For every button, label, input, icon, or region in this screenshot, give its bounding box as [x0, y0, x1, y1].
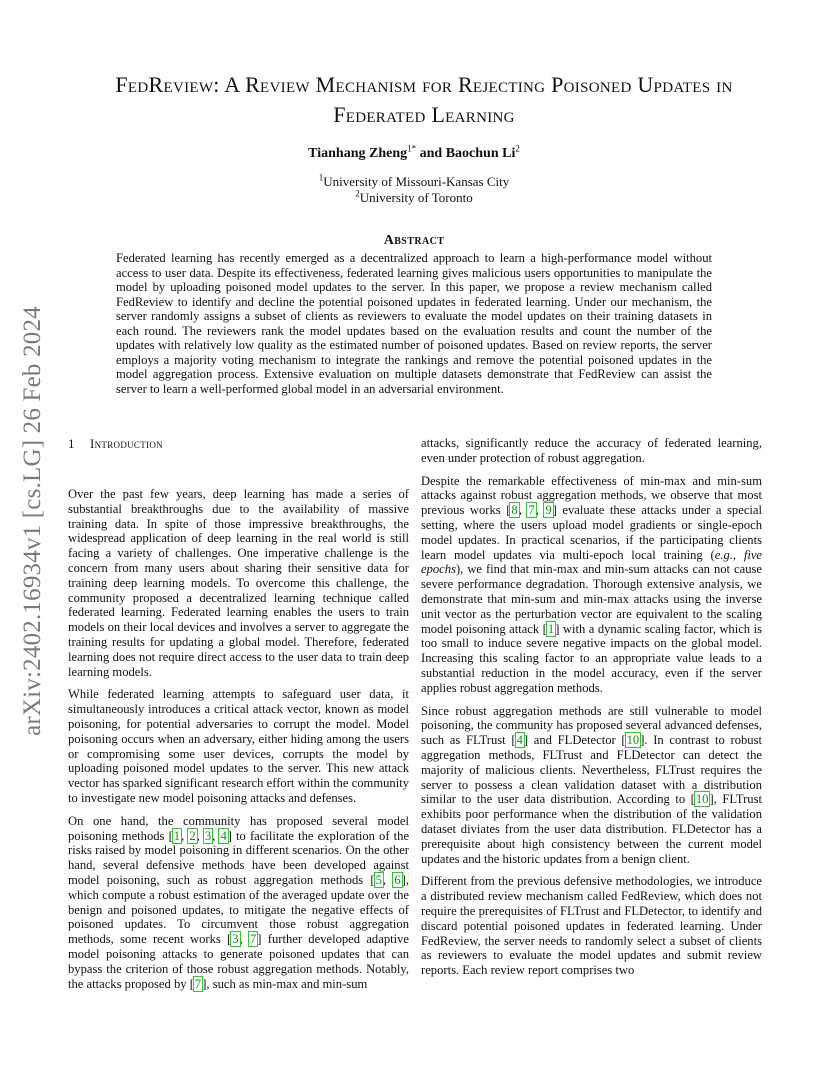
affil-marker: 1 — [318, 172, 324, 183]
title-line-1: FedReview: A Review Mechanism for Rejecting Poisoned Updates in — [115, 72, 733, 97]
text-run: , — [518, 503, 528, 518]
paragraph — [421, 474, 762, 696]
citation-link[interactable]: 6 — [394, 872, 401, 887]
text-run: ] to facilitate the exploration of the risks raised by model poisoning in different scenarios. On the other hand, several defensive methods have been developed against model poisoning, such as robust aggregation methods [ — [68, 828, 410, 887]
citation-link[interactable]: 4 — [516, 733, 523, 748]
citation-link[interactable]: 7 — [528, 503, 535, 518]
author-affil-marker: 2 — [515, 143, 520, 154]
citation-link[interactable]: 10 — [695, 792, 709, 807]
author-name: Baochun Li — [445, 146, 516, 161]
text-run: ] and FLDetector [ — [523, 733, 626, 748]
text-run: Since robust aggregation methods are still vulnerable to model poisoning, the community has proposed several advanced defenses, such as FLTrust [ — [421, 703, 762, 748]
citation-link[interactable]: 1 — [173, 828, 181, 843]
right-column — [421, 436, 762, 986]
text-run: , — [535, 503, 545, 518]
citation-link[interactable]: 10 — [626, 733, 640, 748]
text-run: ], FLTrust exhibits poor performance when the distribution of the validation dataset diviates from the user data distribution. FLDetector has a prerequisite about high consistency between the current model updates and the historic updates from a benign client. — [421, 792, 763, 866]
affil-marker: 2 — [355, 188, 360, 199]
citation-link[interactable]: 1 — [547, 621, 555, 636]
paragraph — [421, 704, 762, 867]
text-run: ], which compute a robust estimation of the averaged update over the benign and poisoned updates, to mitigate the negative effects of poisoned updates. To circumvent those robust aggregation methods, some recent works [ — [68, 872, 409, 947]
citation-link[interactable]: 8 — [511, 503, 518, 518]
text-run: ] further developed adaptive model poisoning attacks to generate poisoned updates that can bypass the criterion of those robust aggregation methods. Notably, the attacks proposed by [ — [68, 932, 409, 991]
citation-link[interactable]: 3 — [232, 932, 239, 947]
paragraph: Different from the previous defensive methodologies, we introduce a distributed review mechanism called FedReview, which does not require the prerequisites of FLTrust and FLDetector, to identify and discard potential poisoned updates in federated learning. Under FedReview, the server needs to randomly select a subset of clients as reviewers to evaluate the model updates and submit review reports. Each review report comprises two — [421, 874, 762, 978]
citation-link[interactable]: 7 — [194, 976, 202, 991]
citation-link[interactable]: 2 — [189, 828, 196, 843]
paragraph: Over the past few years, deep learning has made a series of substantial breakthroughs due to the availability of massive training data. In spite of those impressive breakthroughs, the widespread application of deep learning in the real world is still facing a variety of challenges. One imperative challenge is the concern from many users about sharing their sensitive data for training deep learning models. To overcome this challenge, the community proposed a decentralized learning technique called federated learning. Federated learning enables the users to train models on their local devices and involves a server to aggregate the training results for updating a global model. Therefore, federated learning does not require direct access to the user data to train deep learning models. — [68, 487, 409, 679]
citation-link[interactable]: 9 — [545, 503, 552, 518]
citation-link[interactable]: 4 — [220, 828, 227, 843]
text-run: , — [382, 872, 394, 887]
left-column — [68, 487, 409, 999]
text-run: On one hand, the community has proposed several model poisoning methods [ — [68, 813, 409, 843]
citation-link[interactable]: 5 — [375, 872, 382, 887]
text-run: , — [181, 828, 189, 843]
abstract-text: Federated learning has recently emerged as a decentralized approach to learn a high-performance model without access to user data. Despite its effectiveness, federated learning gives malicious users opportunities to manipulate the model by uploading poisoned model updates to the server. In this paper, we propose a review mechanism called FedReview to identify and decline the potential poisoned updates in federated learning. Under our mechanism, the server randomly assigns a subset of clients as reviewers to evaluate the model updates on their training datasets in each round. The reviewers rank the model updates based on the evaluation results and count the number of the updates with relatively low quality as the estimated number of poisoned updates. Based on review reports, the server employs a majority voting mechanism to integrate the rankings and remove the potential poisoned updates in the model aggregation process. Extensive evaluation on multiple datasets demonstrate that FedReview can assist the server to learn a well-performed global model in an adversarial environment. — [116, 251, 712, 396]
title-line-2: Federated Learning — [333, 102, 515, 127]
author-name: Tianhang Zheng — [308, 146, 408, 161]
abstract-heading: Abstract — [383, 233, 445, 248]
section-heading — [68, 436, 163, 452]
affiliation-line — [0, 174, 828, 190]
text-run: , — [196, 828, 204, 843]
emphasis-text: e.g., five epochs — [421, 547, 762, 577]
author-affil-marker: 1* — [407, 143, 417, 154]
text-run: ], such as min-max and min-sum — [202, 976, 368, 991]
affiliation-name: University of Toronto — [359, 190, 473, 205]
text-run: ] evaluate these attacks under a special setting, where the users upload model gradients or single-epoch model updates. In practical scenarios, if the participating clients learn model updates via multi-epoch local training ( — [421, 503, 762, 562]
affiliation-name: University of Missouri-Kansas City — [323, 174, 510, 189]
text-run: Despite the remarkable effectiveness of min-max and min-sum attacks against robust aggregation methods, we observe that most previous works [ — [421, 473, 762, 518]
text-run: , — [212, 828, 220, 843]
citation-link[interactable]: 7 — [250, 932, 257, 947]
arxiv-identifier: arXiv:2402.16934v1 [cs.LG] 26 Feb 2024 — [19, 306, 46, 736]
paragraph: attacks, significantly reduce the accuracy of federated learning, even under protection of robust aggregation. — [421, 436, 762, 465]
text-run: , — [239, 932, 249, 947]
arxiv-sidebar-stamp — [16, 286, 50, 756]
author-separator: and — [416, 146, 446, 161]
citation-link[interactable]: 3 — [204, 828, 212, 843]
text-run: ]. In contrast to robust aggregation methods, FLTrust and FLDetector can detect the majority of malicious clients. Nevertheless, FLTrust requires the server to possess a clean validation dataset with a distribution similar to the user data distribution. According to [ — [421, 733, 762, 807]
affiliations — [0, 174, 828, 206]
section-number: 1 — [68, 436, 75, 451]
paragraph: While federated learning attempts to safeguard user data, it simultaneously introduces a critical attack vector, known as model poisoning, for potential adversaries to corrupt the model. Model poisoning occurs when an adversary, either hiding among the users or compromising some user devices, corrupts the model by uploading poisoned model updates to the server. This new attack vector has sparked significant research effort within the community to investigate new model poisoning attacks and defenses. — [68, 687, 409, 805]
paper-title — [60, 70, 788, 130]
text-run: ] with a dynamic scaling factor, which is too small to induce severe negative impacts on the global model. Increasing this scaling factor to an appropriate value leads to a substantial reduction in the model accuracy, even if the server applies robust aggregation methods. — [421, 621, 762, 695]
section-title: Introduction — [90, 436, 163, 451]
author-list — [0, 143, 828, 162]
text-run: ), we find that min-max and min-sum attacks can not cause severe performance degradation. Thorough extensive analysis, we demonstrate that min-sum and min-max attacks using the inverse unit vector as the perturbation vector are equivalent to the scaling model poisoning attack [ — [421, 562, 762, 636]
affiliation-line — [0, 190, 828, 206]
paragraph — [68, 814, 409, 992]
